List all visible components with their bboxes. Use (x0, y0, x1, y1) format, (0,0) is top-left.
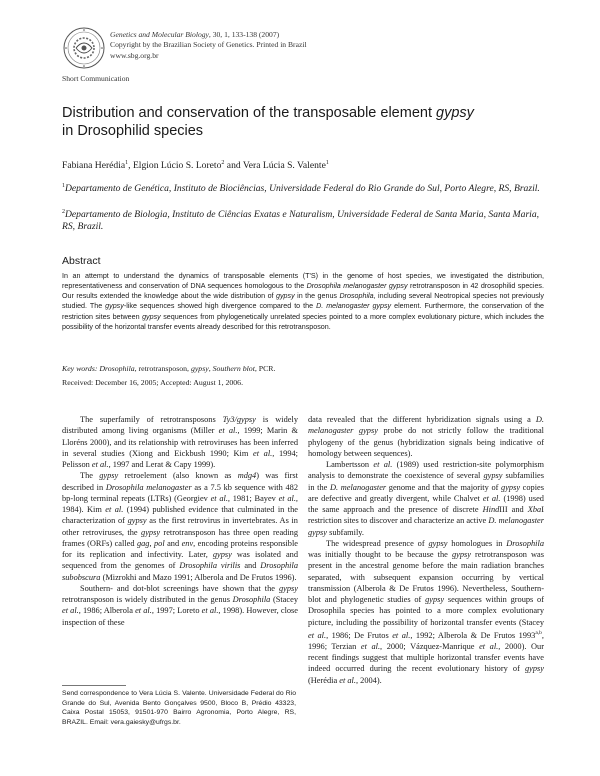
paragraph: The gypsy retroelement (also known as mdg4) was first described in Drosophila melanogaster as a 7.5 kb sequence with 482 bp-long terminal repeats (LTRs) (Georgiev et al., 1981; Bayev et al., 1984). Kim et al. (1994) published evidence that culminated in the characterization of gypsy as the first retrovirus in invertebrates. As in other retroviruses, the gypsy retrotransposon has three open reading frames (ORFs) called gag, pol and env, encoding proteins responsible for its replication and infectivity. Later, gypsy was isolated and sequenced from the genomes of Drosophila virilis and Drosophila subobscura (Mizrokhi and Mazo 1991; Alberola and De Frutos 1996). (62, 471, 298, 582)
affiliation-number: 2 (62, 209, 65, 215)
affiliation-2 (62, 206, 542, 234)
affiliation-text: Departamento de Genética, Instituto de Biociências, Universidade Federal do Rio Grande do Sul, Porto Alegre, RS, Brazil. (65, 183, 540, 195)
abstract-body: In an attempt to understand the dynamics of transposable elements (T'S) in the genome of host species, we investigated the distribution, representativeness and conservation of DNA sequences homologous to the Drosophila melanogaster gypsy retrotransposon in 42 drosophilid species. Our results extended the knowledge about the wide distribution of gypsy in the genus Drosophila, including several Neotropical species not previously studied. The gypsy-like sequences showed high divergence compared to the D. melanogaster gypsy element. Furthermore, the conservation of the restriction sites between gypsy sequences from phylogenetically unrelated species pointed to a more complex evolutionary picture, which includes the possibility of the horizontal transfer events already described for this retrotransposon. (62, 272, 544, 331)
author-1-affil: 1 (125, 160, 129, 166)
affiliation-1 (62, 180, 542, 195)
title-line2: in Drosophilid species (62, 123, 204, 139)
author-separator: , (128, 160, 133, 172)
paragraph: Southern- and dot-blot screenings have shown that the gypsy retrotransposon is widely distributed in the genus Drosophila (Stacey et al., 1986; Alberola et al., 1997; Loreto et al., 1998). However, close inspection of these (62, 583, 299, 627)
author-2-affil: 2 (221, 160, 225, 166)
author-1: Fabiana Herédia (62, 160, 126, 172)
received-dates: Received: December 16, 2005; Accepted: August 1, 2006. (62, 378, 244, 387)
title-gene: gypsy (436, 105, 474, 121)
body-column-right (308, 414, 544, 686)
journal-website[interactable]: www.sbg.org.br (110, 50, 159, 60)
article-title (62, 104, 522, 140)
keywords: Key words: Drosophila, retrotransposon, gypsy, Southern blot, PCR. (62, 364, 276, 373)
body-column-left (62, 414, 298, 628)
sbg-society-seal-icon (62, 26, 106, 70)
article-type: Short Communication (62, 74, 130, 83)
author-3: Vera Lúcia S. Valente (242, 160, 326, 172)
affiliation-text: Departamento de Biologia, Instituto de Ciências Exatas e Naturalism, Universidade Federal de Santa Maria, Santa Maria, RS, Brazil. (62, 209, 540, 233)
journal-citation (110, 30, 307, 40)
correspondence-note: Send correspondence to Vera Lúcia S. Valente. Universidade Federal do Rio Grande do Sul, Avenida Bento Gonçalves 9500, Bloco B, Prédio 43323, Caixa Postal 15053, 91501-970 Bairro Agronomia, Porto Alegre, RS, BRAZIL. Email: vera.gaiesky@ufrgs.br. (62, 690, 296, 726)
title-main: Distribution and conservation of the transposable element (62, 105, 432, 121)
affiliation-number: 1 (62, 183, 65, 189)
keywords-label: Key words: (62, 364, 98, 373)
paragraph: The widespread presence of gypsy homologues in Drosophila was initially thought to be because the gypsy retrotransposon was present in the ancestral genome before the main radiation branches separated, with subsequent expansion occurring by vertical transmission (Alberola & De Frutos 1996). Nevertheless, Southern-blot and phylogenetic studies of gypsy sequences within groups of Drosophila species has pointed to a more complex evolutionary picture, including the possibility of horizontal transfer events (Stacey et al., 1986; De Frutos et al., 1992; Alberola & De Frutos 1993$^{a,b}$, 1996; Terzian et al., 2000; Vázquez-Manrique et al., 2000). Our recent findings suggest that multiple horizontal transfer events have indeed occurred during the recent evolutionary history of gypsy (Herédia et al., 2004). (308, 538, 544, 685)
journal-copyright: Copyright by the Brazilian Society of Genetics. Printed in Brazil (110, 40, 307, 50)
journal-info (110, 30, 307, 61)
author-2: Elgion Lúcio S. Loreto (132, 160, 222, 172)
abstract-heading: Abstract (62, 255, 101, 267)
author-3-affil: 1 (325, 160, 329, 166)
paragraph: The superfamily of retrotransposons Ty3/gypsy is widely distributed among living organisms (Miller et al., 1999; Marin & Lloréns 2000), and its relationship with retroviruses has been inferred in several studies (Xiong and Eickbush 1990; Kim et al., 1994; Pelisson et al., 1997 and Lerat & Capy 1999). (62, 415, 298, 469)
author-list (62, 160, 329, 171)
journal-title: Genetics and Molecular Biology (110, 30, 209, 39)
paragraph: data revealed that the different hybridization signals using a D. melanogaster gypsy probe do not strictly follow the traditional phylogeny of the genus (hybridization signals being indicative of homology between sequences). (308, 415, 544, 458)
footnote-divider (62, 685, 126, 686)
journal-volume: , 30, 1, 133-138 (2007) (208, 30, 280, 39)
author-separator: and (224, 160, 243, 172)
paragraph: Lambertsson et al. (1989) used restriction-site polymorphism analysis to demonstrate the coexistence of several gypsy subfamilies in the D. melanogaster genome and that the majority of gypsy copies are defective and greatly divergent, while Chalvet et al. (1998) used the same approach and the presence of discrete HindIII and XbaI restriction sites to discover and characterize an active D. melanogaster gypsy subfamily. (308, 460, 545, 537)
